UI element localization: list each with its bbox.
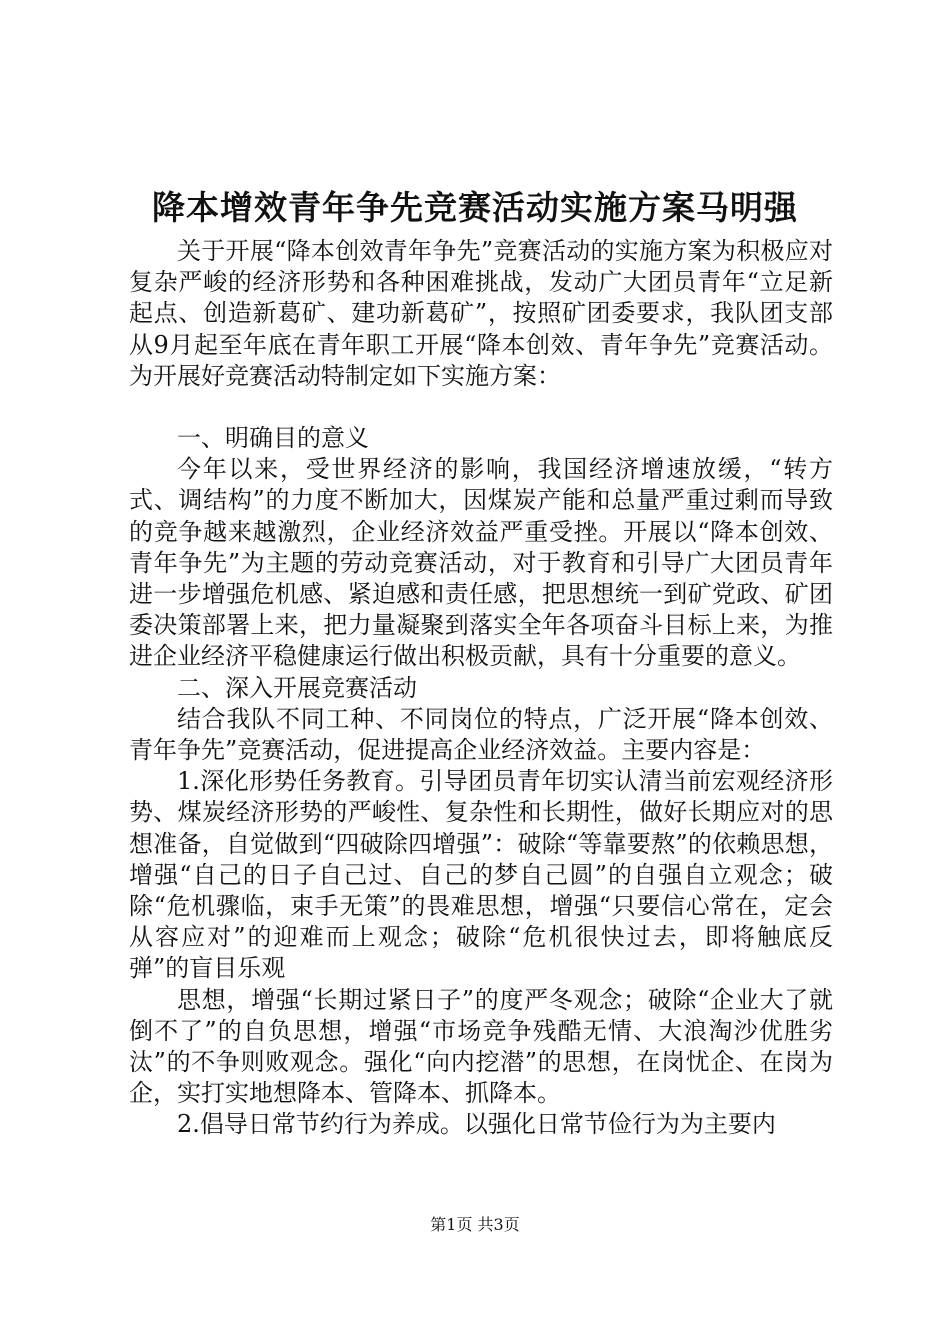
page-number-footer: 第1页 共3页 bbox=[430, 1215, 520, 1234]
section-2-paragraph: 结合我队不同工种、不同岗位的特点，广泛开展“降本创效、青年争先”竞赛活动，促进提高企业经济效益。主要内容是： bbox=[129, 704, 833, 765]
section-1-paragraph: 今年以来，受世界经济的影响，我国经济增速放缓，“转方式、调结构”的力度不断加大，因煤炭产能和总量严重过剩而导致的竞争越来越激烈，企业经济效益严重受挫。开展以“降本创效、青年争先”为主题的劳动竞赛活动，对于教育和引导广大团员青年进一步增强危机感、紧迫感和责任感，把思想统一到矿党政、矿团委决策部署上来，把力量凝聚到落实全年各项奋斗目标上来，为推进企业经济平稳健康运行做出积极贡献，具有十分重要的意义。 bbox=[129, 455, 833, 671]
item-1-continued-paragraph: 思想，增强“长期过紧日子”的度严冬观念；破除“企业大了就倒不了”的自负思想，增强“市场竞争残酷无情、大浪淘沙优胜劣汰”的不争则败观念。强化“向内挖潜”的思想，在岗忧企、在岗为企，实打实地想降本、管降本、抓降本。 bbox=[129, 985, 833, 1108]
document-title: 降本增效青年争先竞赛活动实施方案马明强 bbox=[152, 188, 798, 227]
section-heading-1: 一、明确目的意义 bbox=[177, 424, 369, 453]
intro-paragraph: 关于开展“降本创效青年争先”竞赛活动的实施方案为积极应对复杂严峻的经济形势和各种困难挑战，发动广大团员青年“立足新起点、创造新葛矿、建功新葛矿”，按照矿团委要求，我队团支部从9月起至年底在青年职工开展“降本创效、青年争先”竞赛活动。为开展好竞赛活动特制定如下实施方案： bbox=[129, 237, 833, 390]
section-heading-2: 二、深入开展竞赛活动 bbox=[177, 673, 417, 702]
item-2-paragraph: 2.倡导日常节约行为养成。以强化日常节俭行为为主要内 bbox=[177, 1110, 776, 1139]
item-1-paragraph: 1.深化形势任务教育。引导团员青年切实认清当前宏观经济形势、煤炭经济形势的严峻性、复杂性和长期性，做好长期应对的思想准备，自觉做到“四破除四增强”：破除“等靠要熬”的依赖思想，增强“自己的日子自己过、自己的梦自己圆”的自强自立观念；破除“危机骤临，束手无策”的畏难思想，增强“只要信心常在，定会从容应对”的迎难而上观念；破除“危机很快过去，即将触底反弹”的盲目乐观 bbox=[129, 767, 833, 983]
document-body bbox=[129, 236, 833, 1141]
